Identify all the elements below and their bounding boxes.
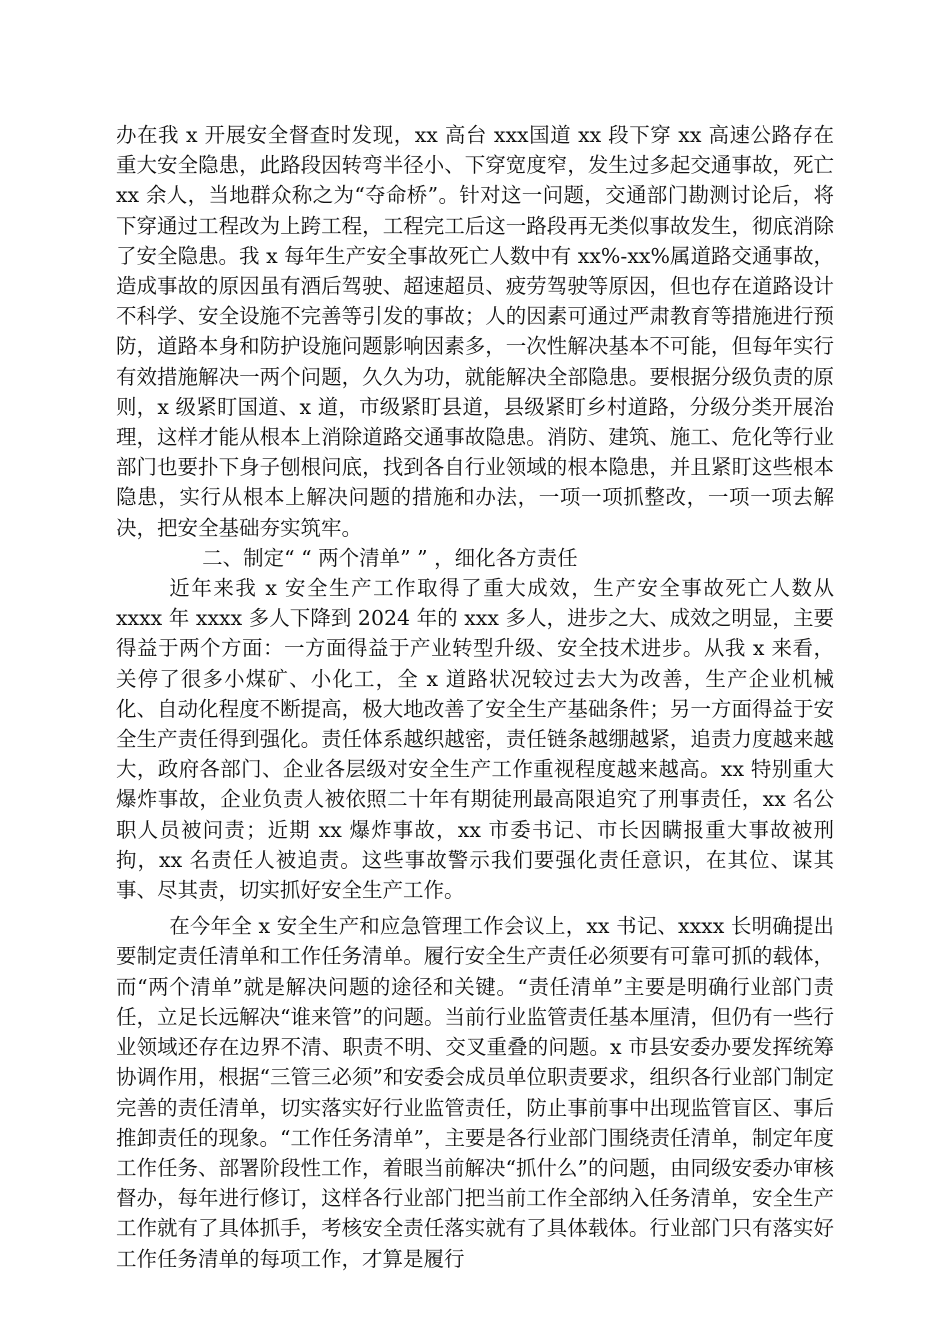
body-paragraph-1: 办在我 x 开展安全督查时发现，xx 高台 xxx国道 xx 段下穿 xx 高速公路存在重大安全隐患，此路段因转弯半径小、下穿宽度窄，发生过多起交通事故，死亡 xx 余人，当地群众称之为“夺命桥”。针对这一问题，交通部门勘测讨论后，将下穿通过工程改为上跨工程，工程完工后这一路段再无类似事故发生，彻底消除了安全隐患。我 x 每年生产安全事故死亡人数中有 xx%-xx%属道路交通事故，造成事故的原因虽有酒后驾驶、超速超员、疲劳驾驶等原因，但也存在道路设计不科学、安全设施不完善等引发的事故；人的因素可通过严肃教育等措施进行预防，道路本身和防护设施问题影响因素多，一次性解决基本不可能，但每年实行有效措施解决一两个问题，久久为功，就能解决全部隐患。要根据分级负责的原则，x 级紧盯国道、x 道，市级紧盯县道，县级紧盯乡村道路，分级分类开展治理，这样才能从根本上消除道路交通事故隐患。消防、建筑、施工、危化等行业部门也要扑下身子刨根问底，找到各自行业领域的根本隐患，并且紧盯这些根本隐患，实行从根本上解决问题的措施和办法，一项一项抓整改，一项一项去解决，把安全基础夯实筑牢。 bbox=[116, 123, 834, 540]
body-paragraph-3: 在今年全 x 安全生产和应急管理工作会议上，xx 书记、xxxx 长明确提出要制定责任清单和工作任务清单。履行安全生产责任必须要有可靠可抓的载体，而“两个清单”就是解决问题的途径和关键。“责任清单”主要是明确行业部门责任，立足长远解决“谁来管”的问题。当前行业监管责任基本厘清，但仍有一些行业领域还存在边界不清、职责不明、交叉重叠的问题。x 市县安委办要发挥统筹协调作用，根据“三管三必须”和安委会成员单位职责要求，组织各行业部门制定完善的责任清单，切实落实好行业监管责任，防止事前事中出现监管盲区、事后推卸责任的现象。“工作任务清单”，主要是各行业部门围绕责任清单，制定年度工作任务、部署阶段性工作，着眼当前解决“抓什么”的问题，由同级安委办审核督办，每年进行修订，这样各行业部门把当前工作全部纳入任务清单，安全生产工作就有了具体抓手，考核安全责任落实就有了具体载体。行业部门只有落实好工作任务清单的每项工作，才算是履行 bbox=[116, 914, 834, 1271]
body-paragraph-2: 近年来我 x 安全生产工作取得了重大成效，生产安全事故死亡人数从 xxxx 年 xxxx 多人下降到 2024 年的 xxx 多人，进步之大、成效之明显，主要得益于两个方面：一方面得益于产业转型升级、安全技术进步。从我 x 来看，关停了很多小煤矿、小化工，全 x 道路状况较过去大为改善，生产企业机械化、自动化程度不断提高，极大地改善了安全生产基础条件；另一方面得益于安全生产责任得到强化。责任体系越织越密，责任链条越绷越紧，追责力度越来越大，政府各部门、企业各层级对安全生产工作重视程度越来越高。xx 特别重大爆炸事故，企业负责人被依照二十年有期徒刑最高限追究了刑事责任，xx 名公职人员被问责；近期 xx 爆炸事故，xx 市委书记、市长因瞒报重大事故被刑拘，xx 名责任人被追责。这些事故警示我们要强化责任意识，在其位、谋其事、尽其责，切实抓好安全生产工作。 bbox=[116, 576, 834, 903]
section-heading: 二、制定“ “ 两个清单” ” ，细化各方责任 bbox=[202, 545, 578, 570]
document-page bbox=[116, 120, 834, 1274]
